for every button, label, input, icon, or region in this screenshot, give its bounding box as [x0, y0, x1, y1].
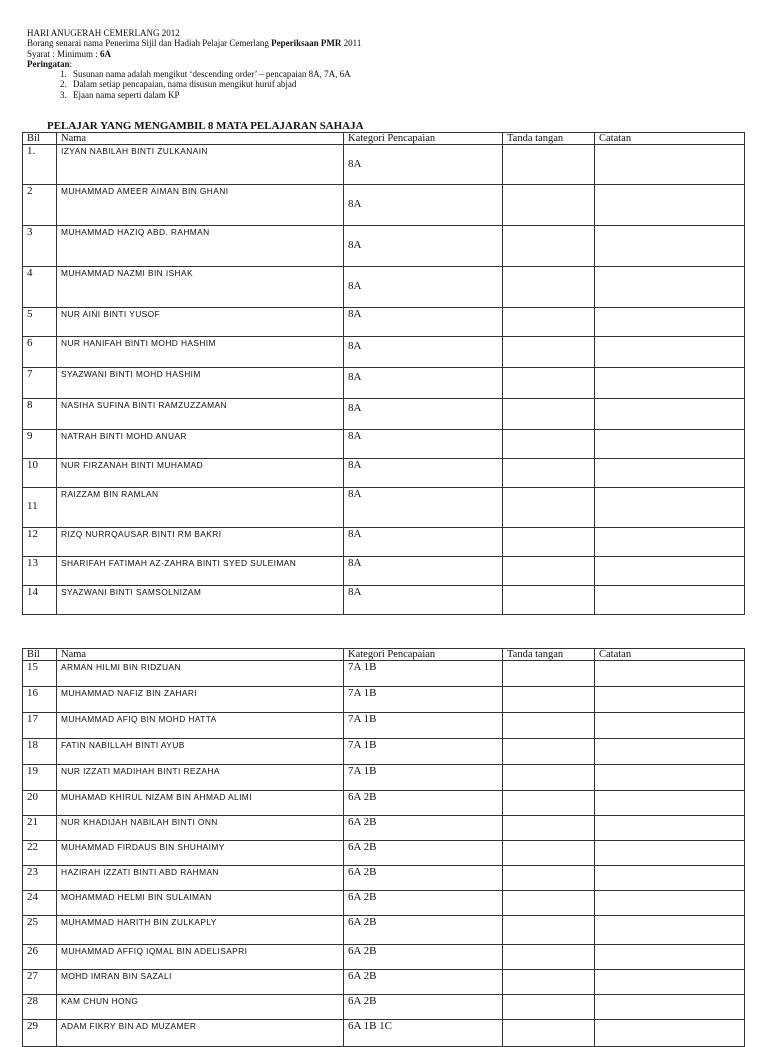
row-number: 28 — [23, 995, 57, 1020]
table-row — [23, 308, 745, 337]
remarks-cell — [595, 739, 745, 765]
student-name: NUR HANIFAH BINTI MOHD HASHIM — [57, 337, 344, 368]
achievement-category: 8A — [344, 557, 503, 586]
table-row — [23, 687, 745, 713]
table-row — [23, 226, 745, 267]
row-number: 20 — [23, 791, 57, 816]
row-number: 18 — [23, 739, 57, 765]
requirement-line: Syarat : Minimum : 6A — [27, 48, 111, 59]
row-number: 26 — [23, 945, 57, 970]
achievement-category: 8A — [344, 185, 503, 226]
signature-cell — [503, 765, 595, 791]
signature-cell — [503, 226, 595, 267]
achievement-category: 6A 2B — [344, 970, 503, 995]
row-number: 23 — [23, 866, 57, 891]
achievement-category: 8A — [344, 430, 503, 459]
achievement-category: 6A 1B 1C — [344, 1020, 503, 1047]
signature-cell — [503, 459, 595, 488]
student-name: FATIN NABILLAH BINTI AYUB — [57, 739, 344, 765]
remarks-cell — [595, 528, 745, 557]
row-number: 1. — [23, 145, 57, 185]
signature-cell — [503, 713, 595, 739]
column-header-bil: Bil — [23, 649, 57, 661]
table-row — [23, 739, 745, 765]
remarks-cell — [595, 945, 745, 970]
student-name: RIZQ NURRQAUSAR BINTI RM BAKRI — [57, 528, 344, 557]
student-name: ADAM FIKRY BIN AD MUZAMER — [57, 1020, 344, 1047]
row-number: 10 — [23, 459, 57, 488]
table-row — [23, 337, 745, 368]
student-name: MUHAMMAD AFFIQ IQMAL BIN ADELISAPRI — [57, 945, 344, 970]
signature-cell — [503, 185, 595, 226]
column-header-bil: Bil — [23, 133, 57, 145]
column-header-tanda-tangan: Tanda tangan — [503, 649, 595, 661]
remarks-cell — [595, 430, 745, 459]
signature-cell — [503, 368, 595, 399]
student-name: ARMAN HILMI BIN RIDZUAN — [57, 661, 344, 687]
student-name: MUHAMAD KHIRUL NIZAM BIN AHMAD ALIMI — [57, 791, 344, 816]
row-number: 9 — [23, 430, 57, 459]
section-title: PELAJAR YANG MENGAMBIL 8 MATA PELAJARAN SAHAJA — [47, 120, 364, 132]
student-name: MUHAMMAD HARITH BIN ZULKAPLY — [57, 916, 344, 945]
remarks-cell — [595, 916, 745, 945]
row-number: 6 — [23, 337, 57, 368]
notes-list — [27, 69, 747, 100]
row-number: 16 — [23, 687, 57, 713]
column-header-catatan: Catatan — [595, 133, 745, 145]
signature-cell — [503, 791, 595, 816]
form-description: Borang senarai nama Penerima Sijil dan Hadiah Pelajar Cemerlang Peperiksaan PMR 2011 — [27, 38, 362, 49]
row-number: 4 — [23, 267, 57, 308]
table-row — [23, 661, 745, 687]
achievement-category: 6A 2B — [344, 916, 503, 945]
signature-cell — [503, 970, 595, 995]
row-number: 3 — [23, 226, 57, 267]
signature-cell — [503, 816, 595, 841]
column-header-kategori: Kategori Pencapaian — [344, 649, 503, 661]
achievement-category: 7A 1B — [344, 765, 503, 791]
row-number: 15 — [23, 661, 57, 687]
achievement-category: 6A 2B — [344, 945, 503, 970]
table-row — [23, 765, 745, 791]
achievement-category: 8A — [344, 145, 503, 185]
table-row — [23, 557, 745, 586]
table-header-row — [23, 133, 745, 145]
warning-label: Peringatan: — [27, 58, 73, 69]
remarks-cell — [595, 488, 745, 528]
signature-cell — [503, 841, 595, 866]
signature-cell — [503, 687, 595, 713]
achievement-category: 8A — [344, 308, 503, 337]
table-row — [23, 488, 745, 528]
table-row — [23, 816, 745, 841]
note-item: 1. Susunan nama adalah mengikut ‘descending order’ – pencapaian 8A, 7A, 6A — [69, 69, 747, 79]
achievement-category: 7A 1B — [344, 739, 503, 765]
table-row — [23, 586, 745, 615]
remarks-cell — [595, 713, 745, 739]
remarks-cell — [595, 765, 745, 791]
table-row — [23, 713, 745, 739]
remarks-cell — [595, 816, 745, 841]
signature-cell — [503, 739, 595, 765]
remarks-cell — [595, 459, 745, 488]
column-header-catatan: Catatan — [595, 649, 745, 661]
student-name: SYAZWANI BINTI SAMSOLNIZAM — [57, 586, 344, 615]
achievement-category: 8A — [344, 488, 503, 528]
table-row — [23, 145, 745, 185]
remarks-cell — [595, 586, 745, 615]
achievement-category: 7A 1B — [344, 661, 503, 687]
column-header-nama: Nama — [57, 649, 344, 661]
table-row — [23, 945, 745, 970]
student-name: MUHAMMAD HAZIQ ABD. RAHMAN — [57, 226, 344, 267]
table-header-row — [23, 649, 745, 661]
row-number: 21 — [23, 816, 57, 841]
student-name: NUR AINI BINTI YUSOF — [57, 308, 344, 337]
signature-cell — [503, 891, 595, 916]
remarks-cell — [595, 866, 745, 891]
achievement-category: 6A 2B — [344, 791, 503, 816]
column-header-nama: Nama — [57, 133, 344, 145]
student-name: SYAZWANI BINTI MOHD HASHIM — [57, 368, 344, 399]
student-name: NUR KHADIJAH NABILAH BINTI ONN — [57, 816, 344, 841]
table-row — [23, 841, 745, 866]
achievement-category: 8A — [344, 267, 503, 308]
student-name: MUHAMMAD NAZMI BIN ISHAK — [57, 267, 344, 308]
achievement-category: 8A — [344, 337, 503, 368]
column-header-kategori: Kategori Pencapaian — [344, 133, 503, 145]
signature-cell — [503, 557, 595, 586]
achievement-category: 6A 2B — [344, 841, 503, 866]
column-header-tanda-tangan: Tanda tangan — [503, 133, 595, 145]
achievement-category: 8A — [344, 528, 503, 557]
table-row — [23, 891, 745, 916]
signature-cell — [503, 945, 595, 970]
table-row — [23, 866, 745, 891]
achievement-category: 7A 1B — [344, 713, 503, 739]
remarks-cell — [595, 368, 745, 399]
achievement-category: 8A — [344, 459, 503, 488]
event-title: HARI ANUGERAH CEMERLANG 2012 — [27, 28, 180, 38]
note-item: 2. Dalam setiap pencapaian, nama disusun mengikut huruf abjad — [69, 79, 747, 89]
student-name: IZYAN NABILAH BINTI ZULKANAIN — [57, 145, 344, 185]
student-name: NUR FIRZANAH BINTI MUHAMAD — [57, 459, 344, 488]
achievement-category: 8A — [344, 399, 503, 430]
remarks-cell — [595, 891, 745, 916]
table-row — [23, 995, 745, 1020]
table-row — [23, 430, 745, 459]
remarks-cell — [595, 791, 745, 816]
signature-cell — [503, 916, 595, 945]
row-number: 17 — [23, 713, 57, 739]
achievement-category: 8A — [344, 368, 503, 399]
remarks-cell — [595, 267, 745, 308]
table-row — [23, 459, 745, 488]
remarks-cell — [595, 661, 745, 687]
row-number: 24 — [23, 891, 57, 916]
row-number: 12 — [23, 528, 57, 557]
row-number: 8 — [23, 399, 57, 430]
table-row — [23, 528, 745, 557]
table-body — [23, 661, 745, 1047]
remarks-cell — [595, 226, 745, 267]
remarks-cell — [595, 557, 745, 586]
remarks-cell — [595, 841, 745, 866]
table-body — [23, 145, 745, 615]
signature-cell — [503, 267, 595, 308]
signature-cell — [503, 488, 595, 528]
row-number: 7 — [23, 368, 57, 399]
row-number: 19 — [23, 765, 57, 791]
student-name: MUHAMMAD AFIQ BIN MOHD HATTA — [57, 713, 344, 739]
row-number: 25 — [23, 916, 57, 945]
student-name: HAZIRAH IZZATI BINTI ABD RAHMAN — [57, 866, 344, 891]
signature-cell — [503, 661, 595, 687]
remarks-cell — [595, 970, 745, 995]
remarks-cell — [595, 995, 745, 1020]
student-name: MUHAMMAD NAFIZ BIN ZAHARI — [57, 687, 344, 713]
note-item: 3. Ejaan nama seperti dalam KP — [69, 90, 747, 100]
signature-cell — [503, 399, 595, 430]
student-table-7a-6a — [22, 648, 745, 1047]
student-name: SHARIFAH FATIMAH AZ-ZAHRA BINTI SYED SULEIMAN — [57, 557, 344, 586]
student-name: RAIZZAM BIN RAMLAN — [57, 488, 344, 528]
student-name: KAM CHUN HONG — [57, 995, 344, 1020]
table-row — [23, 267, 745, 308]
signature-cell — [503, 145, 595, 185]
remarks-cell — [595, 308, 745, 337]
remarks-cell — [595, 399, 745, 430]
signature-cell — [503, 430, 595, 459]
student-name: NASIHA SUFINA BINTI RAMZUZZAMAN — [57, 399, 344, 430]
student-name: MOHAMMAD HELMI BIN SULAIMAN — [57, 891, 344, 916]
remarks-cell — [595, 337, 745, 368]
remarks-cell — [595, 145, 745, 185]
achievement-category: 6A 2B — [344, 816, 503, 841]
row-number: 27 — [23, 970, 57, 995]
student-name: MUHAMMAD AMEER AIMAN BIN GHANI — [57, 185, 344, 226]
table-row — [23, 791, 745, 816]
table-row — [23, 399, 745, 430]
signature-cell — [503, 528, 595, 557]
row-number: 11 — [23, 488, 57, 528]
row-number: 2 — [23, 185, 57, 226]
achievement-category: 6A 2B — [344, 866, 503, 891]
student-name: NUR IZZATI MADIHAH BINTI REZAHA — [57, 765, 344, 791]
remarks-cell — [595, 687, 745, 713]
remarks-cell — [595, 185, 745, 226]
student-name: NATRAH BINTI MOHD ANUAR — [57, 430, 344, 459]
student-table-8a — [22, 132, 745, 615]
signature-cell — [503, 995, 595, 1020]
achievement-category: 6A 2B — [344, 891, 503, 916]
student-name: MOHD IMRAN BIN SAZALI — [57, 970, 344, 995]
achievement-category: 8A — [344, 226, 503, 267]
signature-cell — [503, 337, 595, 368]
signature-cell — [503, 308, 595, 337]
document-header — [27, 28, 747, 100]
achievement-category: 6A 2B — [344, 995, 503, 1020]
table-row — [23, 970, 745, 995]
row-number: 14 — [23, 586, 57, 615]
row-number: 29 — [23, 1020, 57, 1047]
row-number: 5 — [23, 308, 57, 337]
achievement-category: 8A — [344, 586, 503, 615]
signature-cell — [503, 586, 595, 615]
signature-cell — [503, 866, 595, 891]
table-row — [23, 916, 745, 945]
table-row — [23, 185, 745, 226]
row-number: 22 — [23, 841, 57, 866]
table-row — [23, 368, 745, 399]
row-number: 13 — [23, 557, 57, 586]
achievement-category: 7A 1B — [344, 687, 503, 713]
student-name: MUHAMMAD FIRDAUS BIN SHUHAIMY — [57, 841, 344, 866]
